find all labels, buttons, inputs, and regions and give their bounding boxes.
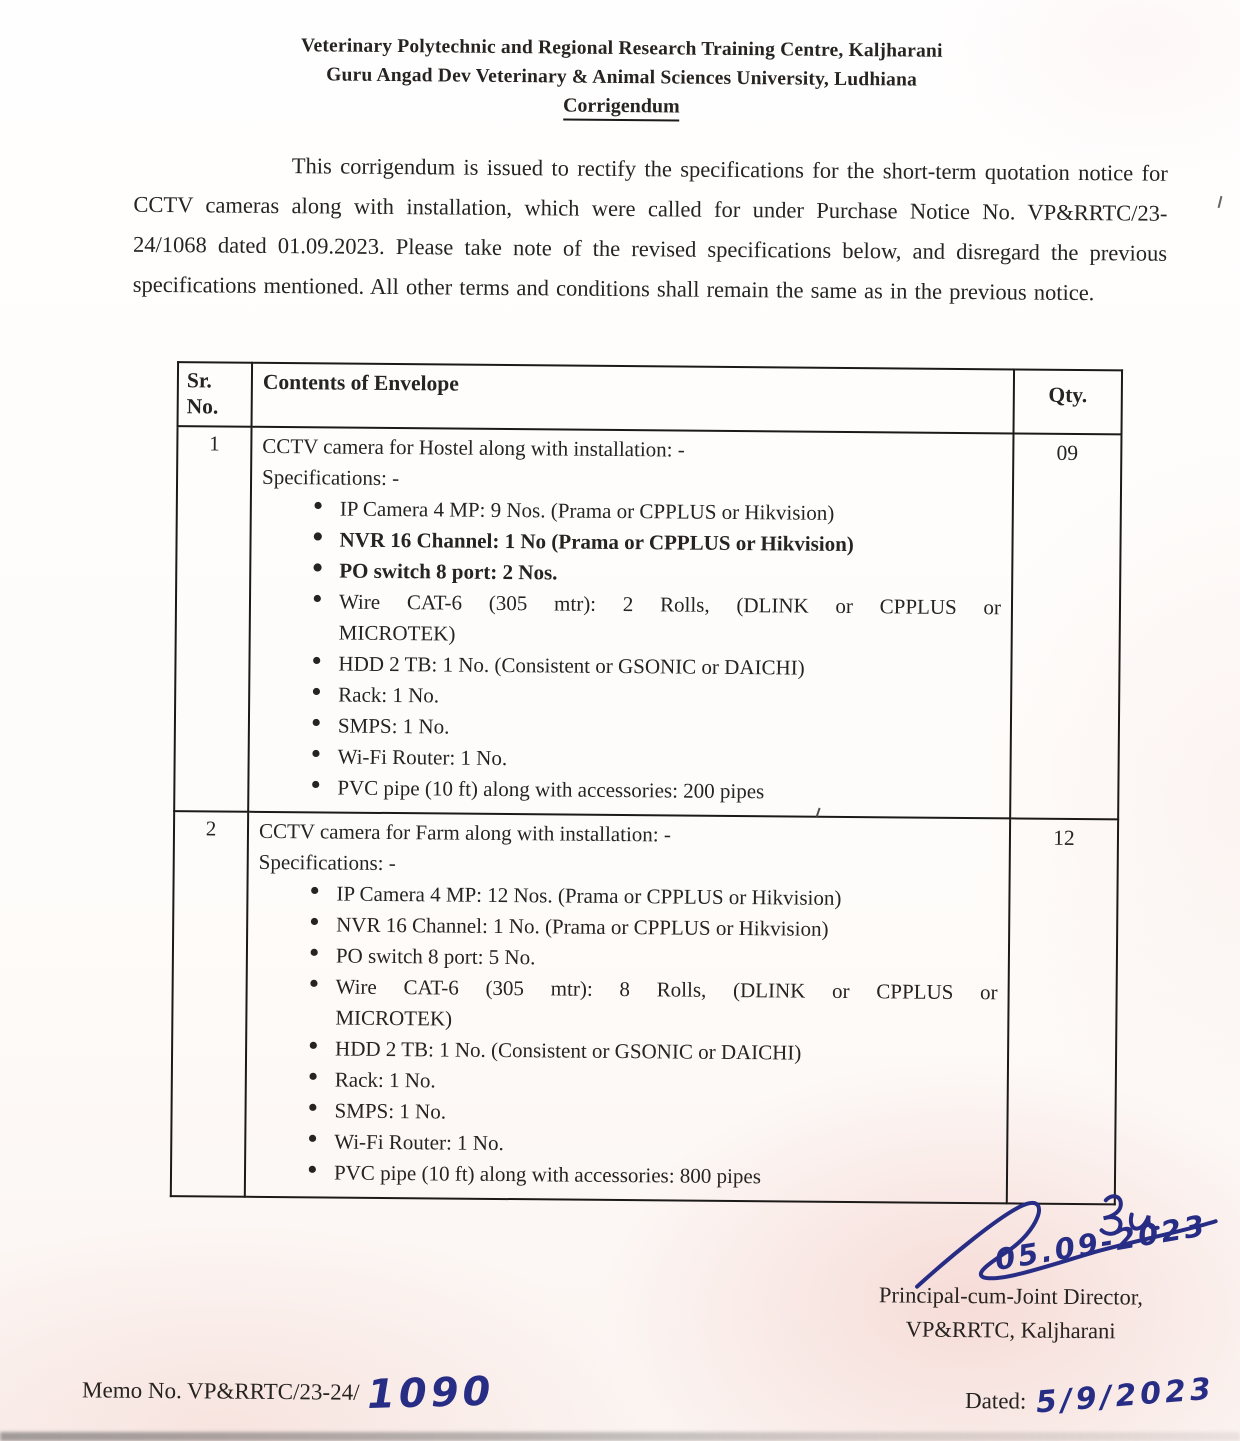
spec-item: • Wire CAT-6 (305 mtr): 2 Rolls, (DLINK or CPPLUS or MICROTEK) — [339, 587, 1002, 655]
org-name-line1: Veterinary Polytechnic and Regional Research Training Centre, Kaljharani — [300, 35, 943, 62]
specifications-table — [170, 361, 1123, 1205]
org-name-line2: Guru Angad Dev Veterinary & Animal Sciences University, Ludhiana — [326, 64, 918, 91]
dated-handwritten: 5/9/2023 — [1034, 1371, 1217, 1421]
table-row — [171, 811, 1118, 1204]
spec-item: • Rack: 1 No. — [335, 1065, 997, 1102]
spec-item: • IP Camera 4 MP: 9 Nos. (Prama or CPPLUS or Hikvision) — [340, 494, 1002, 531]
spec-item: • Rack: 1 No. — [338, 680, 1000, 717]
row-subtitle: Specifications: - — [261, 464, 400, 491]
signature-date-handwritten: 05.09-2023 — [992, 1208, 1210, 1278]
spec-list — [256, 878, 999, 1194]
spec-item: • SMPS: 1 No. — [338, 711, 1000, 748]
dated-label: Dated: — [964, 1388, 1027, 1414]
row-contents — [248, 427, 1013, 819]
col-header-contents: Contents of Envelope — [252, 363, 1015, 434]
dated-line — [964, 1371, 1217, 1421]
signatory-designation — [843, 1278, 1180, 1349]
col-header-qty: Qty. — [1014, 369, 1123, 434]
spec-item: • PVC pipe (10 ft) along with accessories: 200 pipes — [337, 773, 999, 810]
spec-list — [259, 493, 1002, 809]
row-sr-no: 1 — [174, 426, 251, 812]
row-subtitle: Specifications: - — [258, 849, 396, 876]
spec-item: • SMPS: 1 No. — [334, 1096, 996, 1133]
row-sr-no: 2 — [171, 811, 248, 1197]
spec-item: • PO switch 8 port: 2 Nos. — [339, 556, 1001, 593]
row-contents — [245, 812, 1010, 1204]
spec-item: • Wi-Fi Router: 1 No. — [338, 742, 1000, 779]
row-title: CCTV camera for Hostel along with installation: - — [262, 433, 685, 462]
spec-item: • PO switch 8 port: 5 No. — [336, 941, 998, 978]
row-qty: 09 — [1010, 433, 1121, 819]
memo-label: Memo No. VP&RRTC/23-24/ — [82, 1377, 360, 1405]
scan-edge-shadow — [0, 1432, 1240, 1441]
spec-item: • HDD 2 TB: 1 No. (Consistent or GSONIC or DAICHI) — [338, 649, 1000, 686]
spec-item: • PVC pipe (10 ft) along with accessories: 800 pipes — [334, 1158, 996, 1195]
table-header-row — [178, 362, 1123, 434]
memo-number-handwritten: 1090 — [366, 1368, 496, 1419]
row-title: CCTV camera for Farm along with installation: - — [258, 818, 672, 847]
document-title: Corrigendum — [563, 94, 680, 121]
intro-paragraph: This corrigendum is issued to rectify the specifications for the short-term quotation notice for CCTV cameras along with installation, which were called for under Purchase Notice No. VP&RRTC/23-24/1068 dated 01.09.2023. Please take note of the revised specifications below, and disregard the previous specifications mentioned. All other terms and conditions shall remain the same as in the previous notice. — [132, 152, 1168, 305]
memo-number-line — [82, 1367, 495, 1417]
spec-item: • HDD 2 TB: 1 No. (Consistent or GSONIC or DAICHI) — [335, 1034, 997, 1071]
document-header — [1, 29, 1240, 127]
spec-item: • IP Camera 4 MP: 12 Nos. (Prama or CPPLUS or Hikvision) — [336, 879, 998, 916]
table-body — [171, 426, 1122, 1204]
spec-item: • Wire CAT-6 (305 mtr): 8 Rolls, (DLINK or CPPLUS or MICROTEK) — [335, 972, 998, 1040]
spec-item: • Wi-Fi Router: 1 No. — [334, 1127, 996, 1164]
designation-line1: Principal-cum-Joint Director, — [878, 1282, 1144, 1310]
row-qty: 12 — [1007, 818, 1118, 1204]
spec-item: • NVR 16 Channel: 1 No. (Prama or CPPLUS or Hikvision) — [336, 910, 998, 947]
spec-item: • NVR 16 Channel: 1 No (Prama or CPPLUS or Hikvision) — [339, 525, 1001, 562]
table-row — [174, 426, 1121, 819]
designation-line2: VP&RRTC, Kaljharani — [905, 1316, 1116, 1344]
col-header-sr-no: Sr. No. — [178, 362, 253, 427]
